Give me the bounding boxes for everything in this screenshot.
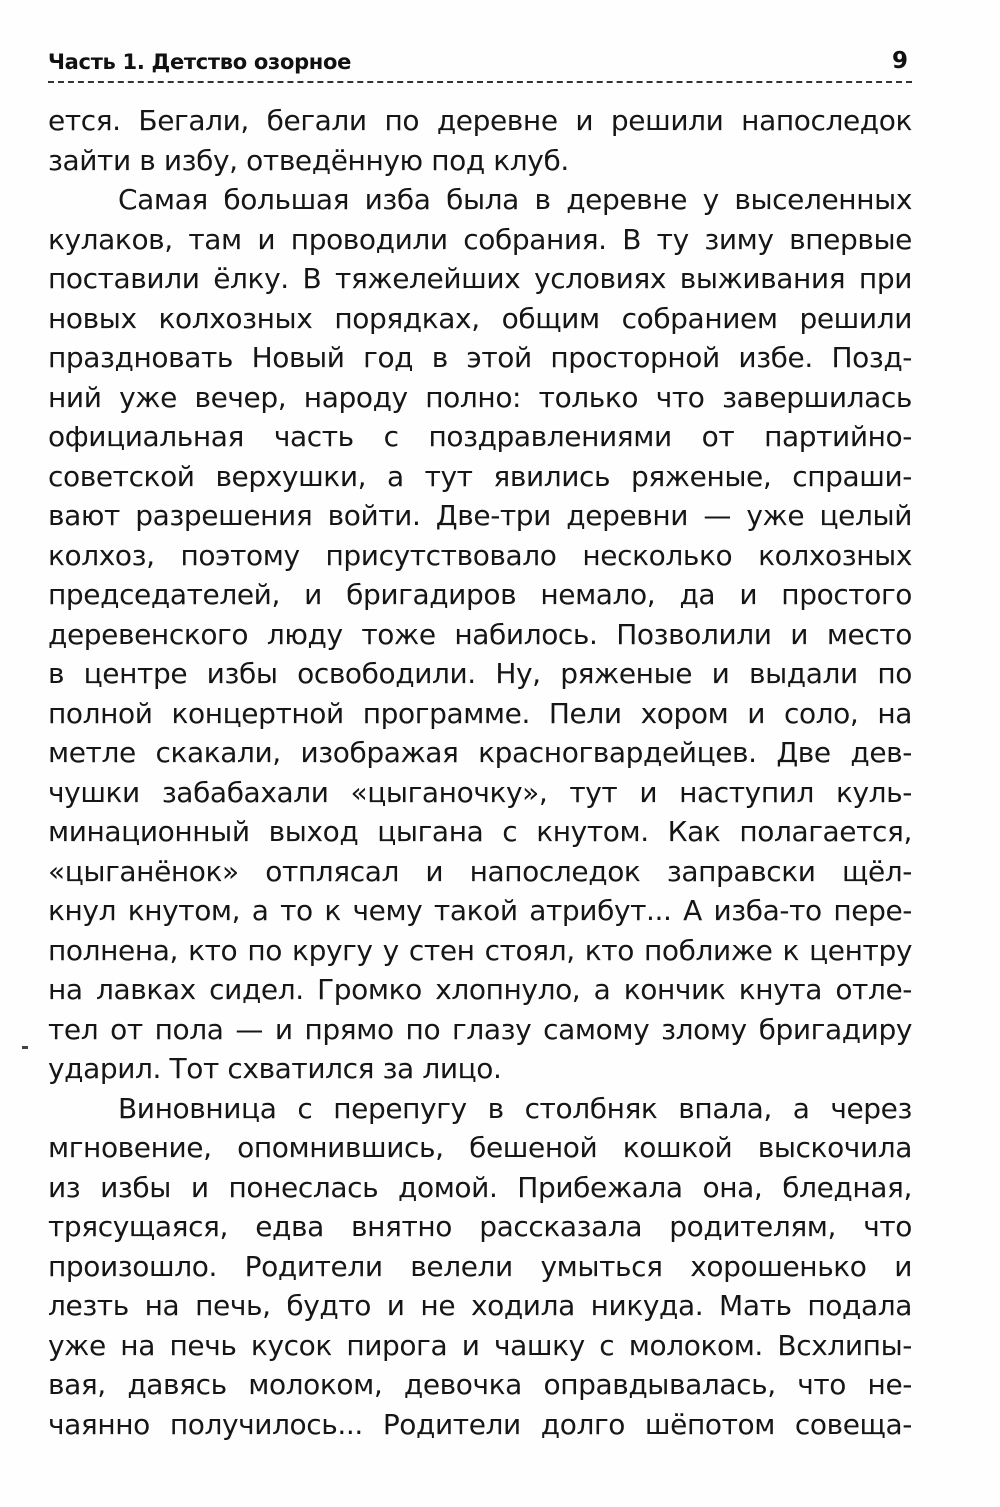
text-line: минационный выход цыгана с кнутом. Как полагается, bbox=[48, 815, 912, 848]
text-line: деревенского люду тоже набилось. Позволили и место bbox=[48, 617, 912, 651]
text-line: чушки забабахали «цыганочку», тут и наступил куль- bbox=[48, 775, 912, 809]
header-divider bbox=[48, 81, 912, 83]
text-line: ется. Бегали, бегали по деревне и решили напоследок bbox=[48, 104, 912, 137]
text-line: в центре избы освободили. Ну, ряженые и выдали по bbox=[48, 657, 912, 690]
text-line: поставили ёлку. В тяжелейших условиях выживания при bbox=[48, 262, 912, 295]
text-line: колхоз, поэтому присутствовало несколько колхозных bbox=[48, 538, 912, 572]
text-line: Виновница с перепугу в столбняк впала, а через bbox=[118, 1091, 912, 1125]
text-line: произошло. Родители велели умыться хорошенько и bbox=[48, 1249, 912, 1283]
text-line: тел от пола — и прямо по глазу самому злому бригадиру bbox=[48, 1012, 912, 1046]
text-line: полной концертной программе. Пели хором и соло, на bbox=[48, 696, 912, 730]
text-line: лезть на печь, будто и не ходила никуда. Мать подала bbox=[48, 1289, 912, 1322]
text-line: вая, давясь молоком, девочка оправдывалась, что не- bbox=[48, 1368, 912, 1401]
text-line: новых колхозных порядках, общим собранием решили bbox=[48, 301, 912, 335]
text-line: полнена, кто по кругу у стен стоял, кто поближе к центру bbox=[48, 933, 912, 967]
text-line: кулаков, там и проводили собрания. В ту зиму впервые bbox=[48, 222, 912, 256]
text-line: вают разрешения войти. Две-три деревни — уже целый bbox=[48, 499, 912, 532]
text-line: праздновать Новый год в этой просторной избе. Позд- bbox=[48, 341, 912, 374]
text-line: официальная часть с поздравлениями от партийно- bbox=[48, 420, 912, 453]
text-line: мгновение, опомнившись, бешеной кошкой выскочила bbox=[48, 1131, 912, 1164]
text-line: зайти в избу, отведённую под клуб. bbox=[48, 143, 569, 177]
body-text bbox=[48, 101, 912, 1444]
margin-mark bbox=[22, 1046, 28, 1049]
text-line: метле скакали, изображая красногвардейцев. Две дев- bbox=[48, 736, 912, 769]
text-line: «цыганёнок» отплясал и напоследок заправски щёл- bbox=[48, 854, 912, 888]
text-line: председателей, и бригадиров немало, да и простого bbox=[48, 578, 912, 611]
text-line: чаянно получилось... Родители долго шёпотом совеща- bbox=[48, 1407, 912, 1441]
text-line: кнул кнутом, а то к чему такой атрибут... А изба-то пере- bbox=[48, 894, 912, 927]
text-line: на лавках сидел. Громко хлопнуло, а кончик кнута отле- bbox=[48, 973, 912, 1006]
text-line: из избы и понеслась домой. Прибежала она, бледная, bbox=[48, 1170, 912, 1204]
text-line: ний уже вечер, народу полно: только что завершилась bbox=[48, 380, 912, 414]
text-line: ударил. Тот схватился за лицо. bbox=[48, 1052, 502, 1085]
text-line: Самая большая изба была в деревне у выселенных bbox=[118, 183, 912, 216]
running-head bbox=[48, 34, 908, 74]
text-line: советской верхушки, а тут явились ряженые, спраши- bbox=[48, 459, 912, 493]
text-line: трясущаяся, едва внятно рассказала родителям, что bbox=[48, 1210, 912, 1243]
chapter-title: Часть 1. Детство озорное bbox=[48, 50, 352, 74]
text-line: уже на печь кусок пирога и чашку с молоком. Всхлипы- bbox=[48, 1328, 912, 1362]
page-number: 9 bbox=[891, 48, 908, 74]
